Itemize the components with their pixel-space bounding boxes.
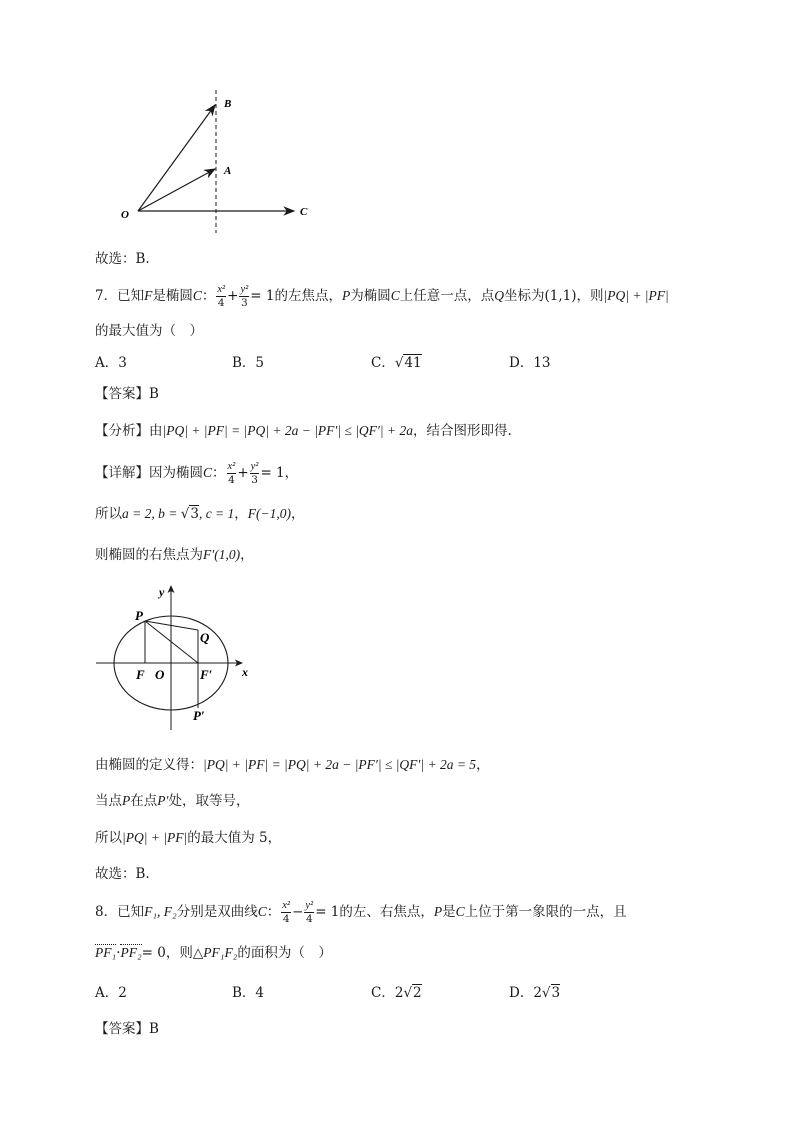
fraction-y2-3 [250, 461, 260, 486]
numerator: x² [227, 461, 236, 472]
math-F: F [144, 288, 153, 303]
math-C: C [390, 288, 400, 303]
math-P: P [433, 904, 443, 919]
label-A: A [224, 165, 232, 177]
fraction-x2-4 [281, 900, 291, 925]
text: 的面积为（ ） [237, 945, 332, 961]
option-label: A． [95, 355, 119, 371]
text: 已知 [117, 288, 145, 304]
option-value: 2 [118, 985, 127, 1001]
text: 的左、右焦点， [339, 904, 434, 920]
answer-tag: 【答案】 [95, 386, 149, 402]
label-P: P [135, 608, 143, 623]
option-D [509, 353, 551, 373]
text: 是 [442, 904, 456, 920]
option-label: D． [509, 355, 534, 371]
text: 坐标为 [504, 288, 545, 304]
text: 是椭圆 [152, 288, 193, 304]
option-label: D． [509, 985, 534, 1001]
math-Q: Q [494, 288, 505, 303]
answer-value: B [149, 1021, 159, 1037]
answer-choice-6: 故选：B. [95, 251, 150, 267]
math-F1F2: F₁, F₂ [144, 904, 177, 919]
text: = 1 [250, 288, 275, 304]
option-value: 3 [551, 985, 561, 1001]
label-x: x [242, 665, 248, 679]
text: 的最大值为 5， [187, 830, 282, 846]
vector-OB [138, 105, 215, 211]
label-y: y [159, 585, 165, 599]
denominator: 4 [228, 474, 235, 486]
math-P: P [342, 288, 351, 303]
math-expression: |PQ| + |PF| = |PQ| + 2a − |PF′| ≤ |QF′| + 2a = 5 [203, 757, 477, 772]
option-label: B． [232, 985, 256, 1001]
math-expression: , c = 1 [198, 506, 235, 521]
math-expression: |PQ| + |PF| [603, 288, 669, 303]
numerator: x² [282, 900, 291, 911]
label-O: O [121, 209, 129, 221]
vector-OA [138, 169, 215, 211]
sqrt-sign: √ [541, 985, 551, 1001]
denominator: 3 [251, 474, 258, 486]
text: 由 [149, 423, 163, 439]
denominator: 3 [241, 297, 248, 309]
text: = 1， [260, 465, 299, 481]
option-value: 13 [533, 355, 551, 371]
option-value: 5 [255, 355, 265, 371]
math-expression: a = 2, b = [122, 506, 181, 521]
text: ： [201, 288, 216, 304]
option-A [95, 983, 127, 1003]
text: 所以 [95, 830, 122, 846]
detail-tag: 【详解】 [95, 465, 149, 481]
text: ，则 [576, 288, 604, 304]
text: · [116, 945, 121, 961]
text: 的左焦点， [274, 288, 342, 304]
answer-tag: 【答案】 [95, 1021, 149, 1037]
option-value: 4 [255, 985, 265, 1001]
option-label: A． [95, 985, 119, 1001]
detail-7-line5 [95, 791, 249, 811]
math-expression: F′(1,0) [203, 547, 241, 562]
label-Pprime: P′ [193, 708, 205, 723]
text: 为椭圆 [350, 288, 391, 304]
option-value: 2 [413, 985, 422, 1001]
text: ，则 [165, 945, 193, 961]
question-8-stem [95, 900, 627, 925]
math-C: C [455, 904, 465, 919]
question-number: 8． [95, 904, 118, 920]
label-O: O [155, 667, 165, 682]
option-B [232, 983, 264, 1003]
coordinate: (1,1) [544, 288, 577, 304]
sqrt-value: 3 [190, 506, 199, 522]
text: − [292, 904, 304, 920]
numerator: y² [305, 900, 314, 911]
fraction-y2-4 [304, 900, 314, 925]
math-expression: |PQ| + |PF| [122, 830, 188, 845]
detail-7-line6 [95, 828, 281, 848]
label-F: F [136, 667, 145, 682]
text: 则椭圆的右焦点为 [95, 547, 203, 563]
math-expression: |PQ| + |PF| = |PQ| + 2a − |PF′| ≤ |QF′| + 2a [162, 423, 413, 438]
option-B [232, 353, 264, 373]
text: = 0 [141, 945, 166, 961]
text: 上任意一点，点 [399, 288, 495, 304]
question-8-stem-line2 [95, 943, 332, 963]
vector-PF2: PF₂ [120, 943, 141, 963]
denominator: 4 [305, 913, 313, 925]
text: + [227, 288, 239, 304]
text: + [237, 465, 249, 481]
denominator: 4 [282, 913, 290, 925]
text: ， [291, 506, 305, 522]
detail-7-line3 [95, 545, 254, 565]
text: ， [240, 547, 254, 563]
answer-7 [95, 384, 159, 404]
math-triangle: △PF₁F₂ [192, 945, 238, 960]
vector-figure [110, 85, 320, 235]
text: 分别是双曲线 [176, 904, 258, 920]
text: 在点 [130, 793, 158, 809]
option-label: B． [232, 355, 256, 371]
text: ： [266, 904, 281, 920]
numerator: x² [217, 284, 226, 295]
math-expression: F(−1,0) [247, 506, 292, 521]
text: ： [212, 465, 226, 481]
math-Pprime: P′ [157, 793, 169, 808]
question-7-stem-line2: 的最大值为（ ） [95, 323, 203, 339]
sqrt-sign: √ [403, 985, 413, 1001]
label-B: B [224, 98, 232, 110]
option-A [95, 353, 127, 373]
text: 上位于第一象限的一点，且 [464, 904, 627, 920]
analysis-7 [95, 421, 512, 441]
sqrt-sign: √ [180, 506, 190, 522]
label-C: C [300, 206, 308, 218]
text: ， [476, 757, 490, 773]
numerator: y² [250, 461, 259, 472]
numerator: y² [240, 284, 249, 295]
answer-value: B [149, 386, 159, 402]
ellipse-figure [92, 580, 262, 735]
fraction-x2-4 [216, 284, 226, 309]
option-value: 3 [118, 355, 127, 371]
fraction-x2-4 [227, 461, 237, 486]
option-value: 41 [404, 355, 422, 371]
text: 由椭圆的定义得： [95, 757, 203, 773]
fraction-y2-3 [239, 284, 249, 309]
option-coefficient: 2 [533, 985, 542, 1001]
label-Q: Q [200, 630, 210, 645]
text: = 1 [315, 904, 340, 920]
detail-7-line1 [95, 461, 298, 486]
detail-7-line4 [95, 755, 490, 775]
option-C [371, 983, 422, 1003]
answer-8 [95, 1019, 159, 1039]
option-D [509, 983, 560, 1003]
option-coefficient: 2 [394, 985, 404, 1001]
math-C: C [192, 288, 202, 303]
detail-7-line2 [95, 504, 305, 524]
answer-choice-7: 故选：B. [95, 866, 150, 882]
vector-PF1: PF₁ [95, 943, 116, 963]
math-P: P [122, 793, 131, 808]
option-C [371, 353, 422, 373]
option-label: C． [371, 985, 395, 1001]
sqrt-sign: √ [394, 355, 404, 371]
text: 当点 [95, 793, 122, 809]
text: 处，取等号， [168, 793, 250, 809]
question-number: 7． [95, 288, 118, 304]
text: ，结合图形即得. [412, 423, 512, 439]
option-label: C． [371, 355, 395, 371]
denominator: 4 [217, 297, 225, 309]
text: 所以 [95, 506, 122, 522]
text: 因为椭圆 [149, 465, 203, 481]
math-C: C [203, 465, 213, 480]
analysis-tag: 【分析】 [95, 423, 149, 439]
question-7-stem [95, 284, 669, 309]
label-Fprime: F′ [200, 667, 213, 682]
text: ， [234, 506, 248, 522]
text: 已知 [117, 904, 145, 920]
math-C: C [257, 904, 267, 919]
